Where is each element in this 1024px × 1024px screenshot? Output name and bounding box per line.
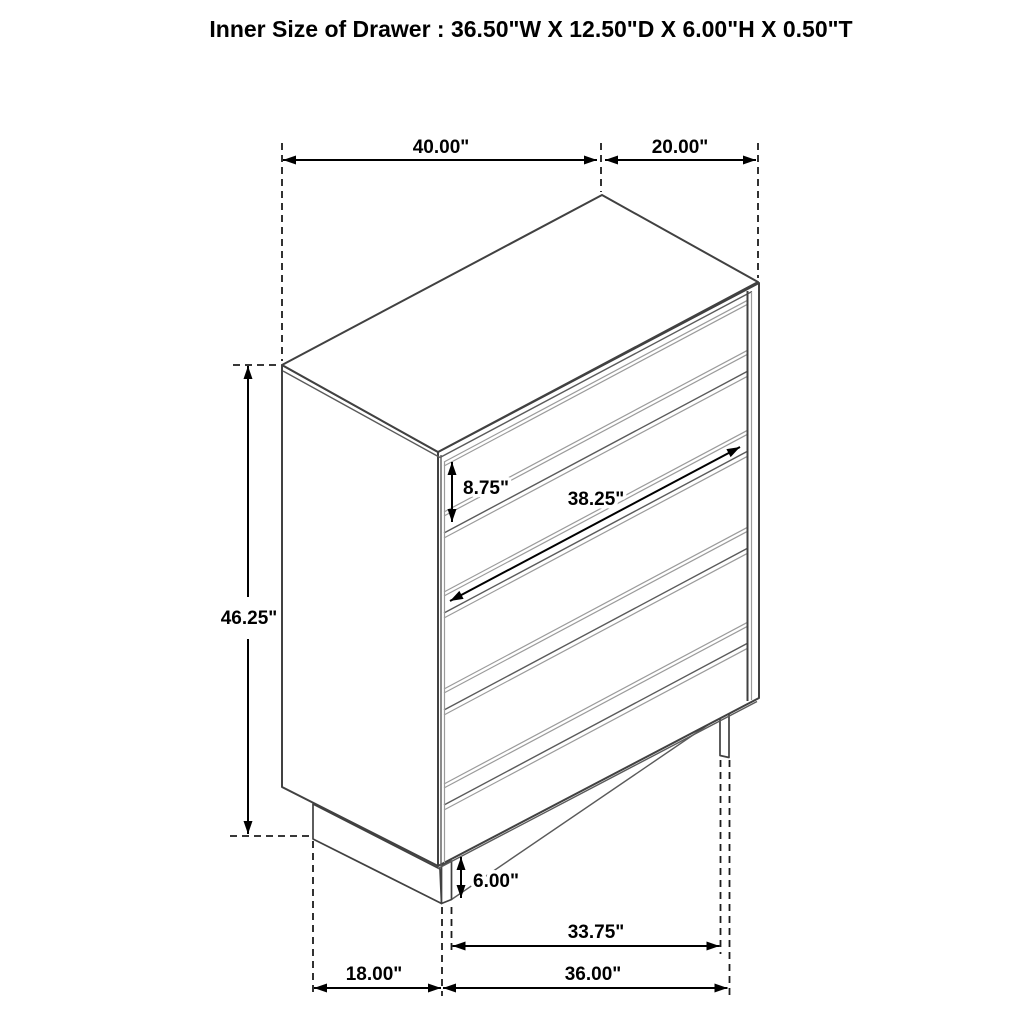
label-top-width: 40.00" <box>412 137 470 158</box>
label-base-outer-width: 36.00" <box>564 964 622 985</box>
label-base-depth: 18.00" <box>345 964 403 985</box>
label-base-height: 6.00" <box>473 871 519 892</box>
label-base-inner-width: 33.75" <box>567 922 625 943</box>
left-side-panel <box>282 365 438 866</box>
label-overall-height: 46.25" <box>220 608 278 629</box>
base-front-left-foot <box>442 861 452 904</box>
chest-body <box>282 195 759 869</box>
label-top-depth: 20.00" <box>651 137 709 158</box>
label-drawer-front-height: 8.75" <box>463 478 509 499</box>
page-title: Inner Size of Drawer : 36.50"W X 12.50"D X 6.00"H X 0.50"T <box>209 16 853 42</box>
label-drawer-front-width: 38.25" <box>567 489 625 510</box>
